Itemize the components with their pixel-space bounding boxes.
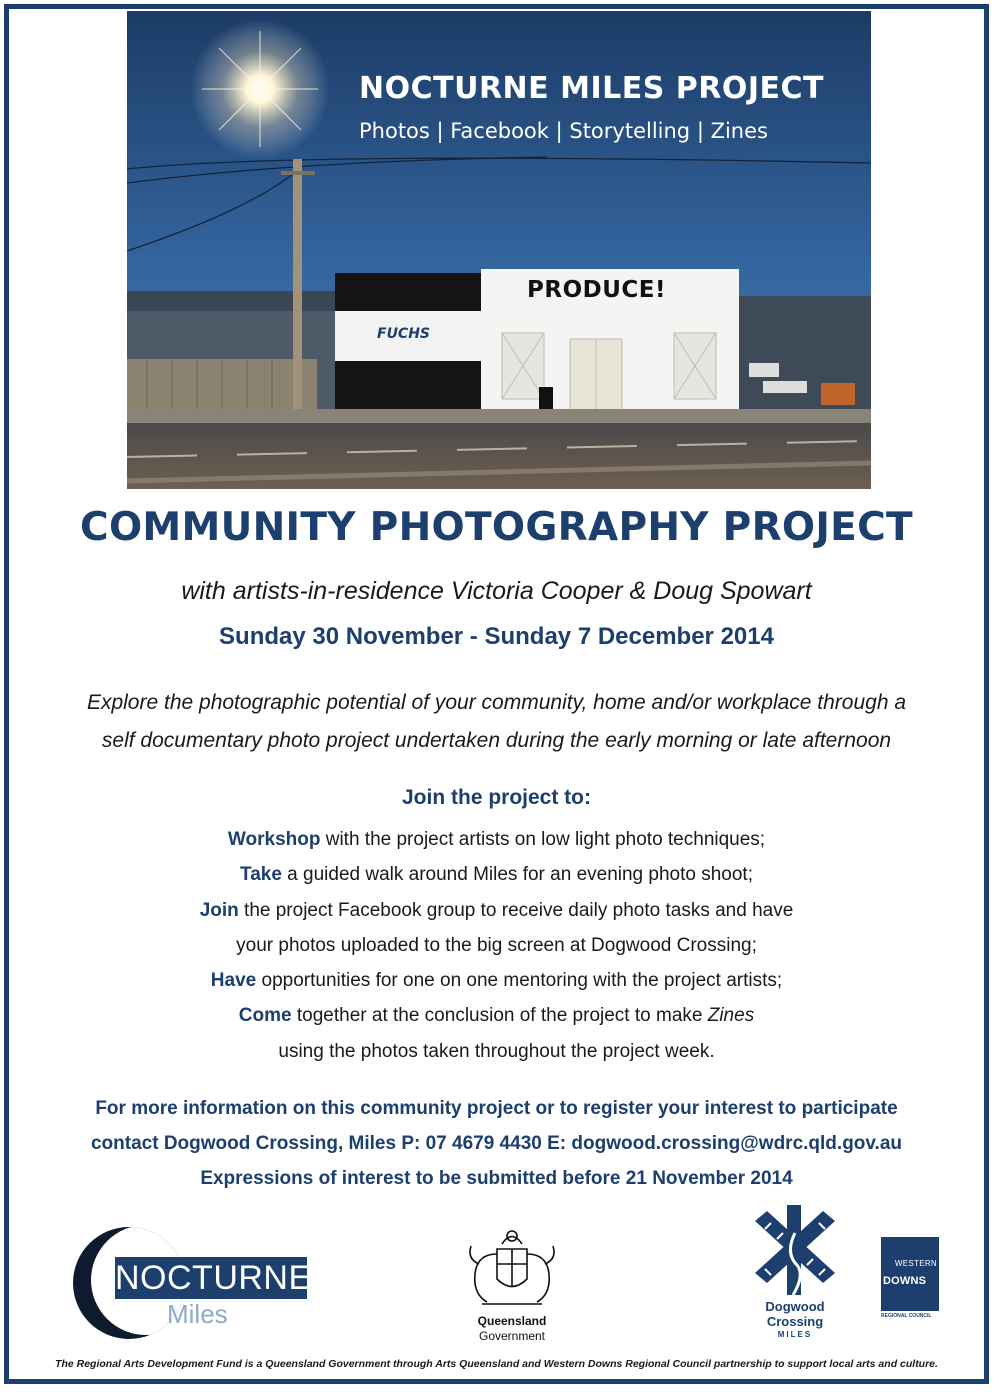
- crossing-sign-icon: [735, 1203, 855, 1298]
- dogwood-miles: MILES: [777, 1330, 813, 1339]
- contact-info: [9, 1091, 984, 1196]
- queensland-government-logo: [457, 1224, 567, 1349]
- poster: [4, 4, 989, 1384]
- qld-name: Queensland: [477, 1314, 547, 1328]
- join-keyword: Workshop: [227, 829, 321, 850]
- sponsor-logos: [9, 1219, 984, 1359]
- info-line-3: Expressions of interest to be submitted before 21 November 2014: [200, 1168, 793, 1189]
- project-dates: Sunday 30 November - Sunday 7 December 2014: [219, 623, 774, 650]
- join-item: [9, 963, 984, 998]
- wd-council: REGIONAL COUNCIL: [881, 1313, 932, 1319]
- nocturne-miles-logo: [69, 1219, 319, 1349]
- join-item: [9, 857, 984, 892]
- join-text: a guided walk around Miles for an evening photo shoot;: [281, 864, 753, 886]
- wd-badge: [881, 1237, 939, 1311]
- explore-line-2: self documentary photo project undertaken during the early morning or late afternoon: [101, 729, 892, 752]
- zines-word: Zines: [707, 1005, 755, 1027]
- info-line-2: contact Dogwood Crossing, Miles P: 07 4679 4430 E: dogwood.crossing@wdrc.qld.gov.au: [90, 1133, 903, 1154]
- join-text: using the photos taken throughout the project week.: [278, 1040, 715, 1062]
- join-keyword: Have: [210, 970, 257, 992]
- info-line-1: For more information on this community project or to register your interest to participate: [95, 1098, 898, 1119]
- nocturne-miles-wordmark: Miles: [167, 1299, 228, 1329]
- dogwood-crossing-logo: [735, 1203, 855, 1353]
- hero-title: NOCTURNE MILES PROJECT: [359, 71, 824, 106]
- dogwood-line-1: Dogwood: [765, 1299, 825, 1314]
- join-text: the project Facebook group to receive daily photo tasks and have: [238, 899, 794, 921]
- produce-sign: PRODUCE!: [527, 277, 666, 303]
- join-text: together at the conclusion of the project to make: [291, 1005, 708, 1027]
- join-keyword: Take: [240, 864, 282, 886]
- main-title: COMMUNITY PHOTOGRAPHY PROJECT: [80, 505, 913, 550]
- hero-photo: [127, 11, 871, 489]
- fuchs-sign: FUCHS: [377, 326, 431, 342]
- nocturne-wordmark: NOCTURNE: [115, 1259, 312, 1297]
- join-item: [9, 998, 984, 1033]
- join-item: [9, 822, 984, 857]
- join-text: your photos uploaded to the big screen at Dogwood Crossing;: [236, 934, 757, 956]
- join-keyword: Join: [199, 899, 239, 921]
- hero-subtitle: Photos | Facebook | Storytelling | Zines: [359, 119, 768, 143]
- artists-line: with artists-in-residence Victoria Cooper & Doug Spowart: [181, 577, 812, 605]
- coat-of-arms-icon: [457, 1224, 567, 1314]
- footer-note: The Regional Arts Development Fund is a Queensland Government through Arts Queensland and Western Downs Regional Council partnership to support local arts and culture.: [55, 1358, 938, 1370]
- join-item: [9, 1034, 984, 1069]
- wd-mid: DOWNS: [883, 1275, 927, 1287]
- join-list: [9, 822, 984, 1069]
- join-text: with the project artists on low light photo techniques;: [320, 829, 766, 850]
- join-heading: Join the project to:: [402, 786, 591, 809]
- western-downs-logo: [881, 1237, 941, 1317]
- dogwood-line-2: Crossing: [766, 1314, 824, 1329]
- join-item: [9, 893, 984, 928]
- join-text: opportunities for one on one mentoring with the project artists;: [256, 970, 783, 992]
- explore-paragraph: [9, 684, 984, 760]
- qld-government: Government: [478, 1329, 546, 1343]
- wd-top: WESTERN: [894, 1259, 937, 1268]
- explore-line-1: Explore the photographic potential of your community, home and/or workplace through a: [86, 691, 907, 714]
- join-keyword: Come: [238, 1005, 292, 1027]
- join-item: [9, 928, 984, 963]
- dogwood-wordmark: [735, 1299, 855, 1329]
